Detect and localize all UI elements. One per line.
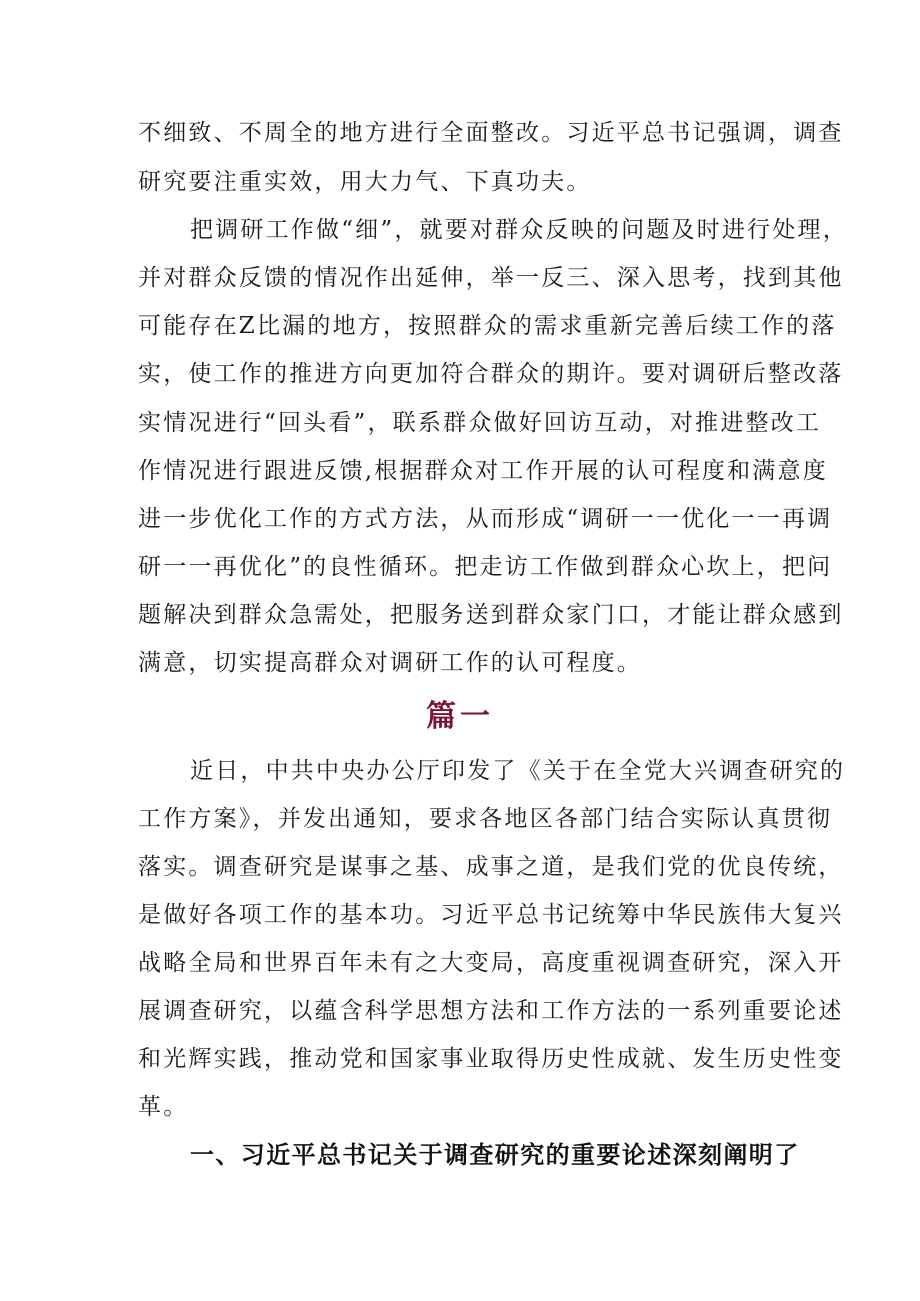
para2-line-6: 作情况进行跟进反馈,根据群众对工作开展的认可程度和满意度 <box>138 458 828 484</box>
para3-line-5: 战略全局和世界百年未有之大变局，高度重视调查研究，深入开 <box>138 950 844 976</box>
para3-line-3: 落实。调查研究是谋事之基、成事之道，是我们党的优良传统， <box>138 854 844 880</box>
para2-line-3: 可能存在Z比漏的地方，按照群众的需求重新完善后续工作的落 <box>138 313 837 339</box>
intro-line-1: 不细致、不周全的地方进行全面整改。习近平总书记强调，调查 <box>138 120 844 146</box>
para2-line-8: 研一一再优化”的良性循环。把走访工作做到群众心坎上，把问 <box>138 554 833 580</box>
para3-line-4: 是做好各项工作的基本功。习近平总书记统筹中华民族伟大复兴 <box>138 902 844 928</box>
para3-line-6: 展调查研究，以蕴含科学思想方法和工作方法的一系列重要论述 <box>138 998 844 1024</box>
para2-line-9: 题解决到群众急需处，把服务送到群众家门口，才能让群众感到 <box>138 602 844 628</box>
para2-line-10: 满意，切实提高群众对调研工作的认可程度。 <box>138 650 642 676</box>
para3-line-1: 近日，中共中央办公厅印发了《关于在全党大兴调查研究的 <box>190 758 846 784</box>
para3-line-2: 工作方案》，并发出通知，要求各地区各部门结合实际认真贯彻 <box>138 806 833 832</box>
para3-line-7: 和光辉实践，推动党和国家事业取得历史性成就、发生历史性变 <box>138 1046 844 1072</box>
para2-line-5: 实情况进行“回头看”，联系群众做好回访互动，对推进整改工 <box>138 410 822 436</box>
para2-line-2: 并对群众反馈的情况作出延伸，举一反三、深入思考，找到其他 <box>138 265 844 291</box>
para2-line-1: 把调研工作做“细”，就要对群众反映的问题及时进行处理， <box>190 217 848 243</box>
intro-line-2: 研究要注重实效，用大力气、下真功夫。 <box>138 169 592 195</box>
section-title: 篇一 <box>426 699 494 734</box>
para3-line-8: 革。 <box>138 1094 189 1120</box>
section-heading-1: 一、习近平总书记关于调查研究的重要论述深刻阐明了 <box>190 1141 800 1169</box>
para2-line-7: 进一步优化工作的方式方法，从而形成“调研一一优化一一再调 <box>138 506 833 532</box>
para2-line-4: 实，使工作的推进方向更加符合群众的期许。要对调研后整改落 <box>138 361 844 387</box>
